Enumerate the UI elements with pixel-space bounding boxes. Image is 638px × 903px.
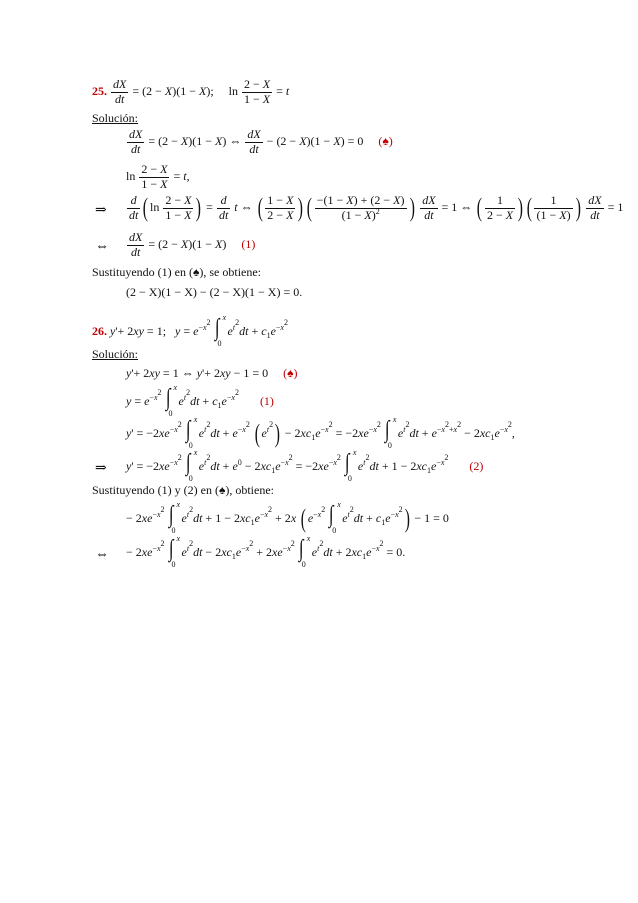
p26-ref-1: (1) [259, 393, 274, 408]
p26-statement: 26. y'+ 2xy = 1; $y = e^{-x^2}$ ∫ x 0 $e^{t^2}dt + c_1e^{-x^2}$ [92, 313, 288, 348]
p25-ref-1: (1) [241, 237, 256, 252]
p26-spade-ref: (♠) [283, 366, 298, 380]
p25-substitution-text: Sustituyendo (1) en (♠), se obtiene: [92, 265, 262, 279]
p25-eq-a: $\frac{dX}{dt}$ = (2 − X)(1 − X) ⇔ $\frac{dX}{dt}$ − (2 − X)(1 − X) = 0 (♠) [129, 127, 393, 156]
p25-eq-b: ln $\frac{2 - X}{1 - X}$ = t, [126, 162, 190, 191]
p26-substitution-text: Sustituyendo (1) y (2) en (♠), obtiene: [92, 483, 275, 497]
p26-implies-symbol: ⇒ [95, 461, 107, 476]
p25-statement: 25. $\frac{dX}{dt}$ = (2 − X)(1 − X); ln $\frac{2 - X}{1 - X}$ = t [92, 77, 290, 106]
p26-eq-f: − $2xe^{-x^2}$ ∫ x 0 $e^{t^2}dt - 2xc_1e^{-x^2} + 2xe^{-x^2}$ ∫ x 0 $e^{t^2}dt + 2xc_1e^{-x^2} = 0$. [126, 534, 406, 569]
p25-eq-d: $\frac{dX}{dt}$ = (2 − X)(1 − X) (1) [129, 230, 256, 259]
p26-eq-d: $y' = -2xe^{-x^2}$ ∫ x 0 $e^{t^2}dt + e^0 - 2xc_1e^{-x^2} = -2xe^{-x^2}$ ∫ x 0 $e^{t^2}dt + 1 - 2xc_1e^{-x^2}$ (2) [126, 448, 484, 483]
p26-eq-c: $y' = -2xe^{-x^2}$ ∫ x 0 $e^{t^2}dt + e^{-x^2}$ ( $e^{t^2}) - 2xc_1e^{-x^2} = -2xe^{-x^2}$ ∫ x 0 $e^{t^2}dt + e^{-x^2+x^2} - 2xc_1e^{-x^2}$, [126, 415, 515, 450]
p25-iff-symbol: ⇔ [95, 239, 109, 254]
p25-solucion-label: Solución: [92, 111, 139, 125]
p25-eq-c: $\frac{d}{dt}$ ( ln $\frac{2 - X}{1 - X}$ ) = $\frac{d}{dt}$ t ⇔ ( $\frac{1 - X}{2 - X}$ ) ( $\frac{-(1 - X) + (2 - X)}{(1 - X)^2}$ ) $\frac{dX}{dt}$ = 1 ⇔ ( $\frac{1}{2 - X}$ ) ( $\frac{1}{(1 - X)}$ ) $\frac{dX}{dt}$ = 1 [129, 193, 624, 223]
p26-ref-2: (2) [469, 458, 484, 473]
p26-solucion-label: Solución: [92, 347, 139, 361]
p25-final-equation: (2 − X)(1 − X) − (2 − X)(1 − X) = 0. [126, 285, 303, 299]
p26-eq-a: y'+ 2xy = 1 ⇔ y'+ 2xy − 1 = 0 (♠) [126, 366, 298, 380]
p26-eq-e: − $2xe^{-x^2}$ ∫ x 0 $e^{t^2}dt + 1 - 2xc_1e^{-x^2} + 2x$ ( $e^{-x^2}$ ∫ x 0 $e^{t^2}dt + c_1e^{-x^2}) - 1 = 0$ [126, 500, 449, 535]
p26-eq-b: $y = e^{-x^2}$ ∫ x 0 $e^{t^2}dt + c_1e^{-x^2}$ (1) [126, 383, 274, 418]
p25-implies-symbol: ⇒ [95, 203, 107, 218]
p25-number: 25. [92, 84, 107, 99]
p26-number: 26. [92, 323, 107, 338]
p26-iff-symbol: ⇔ [95, 547, 109, 562]
p25-spade-ref: (♠) [378, 134, 393, 149]
